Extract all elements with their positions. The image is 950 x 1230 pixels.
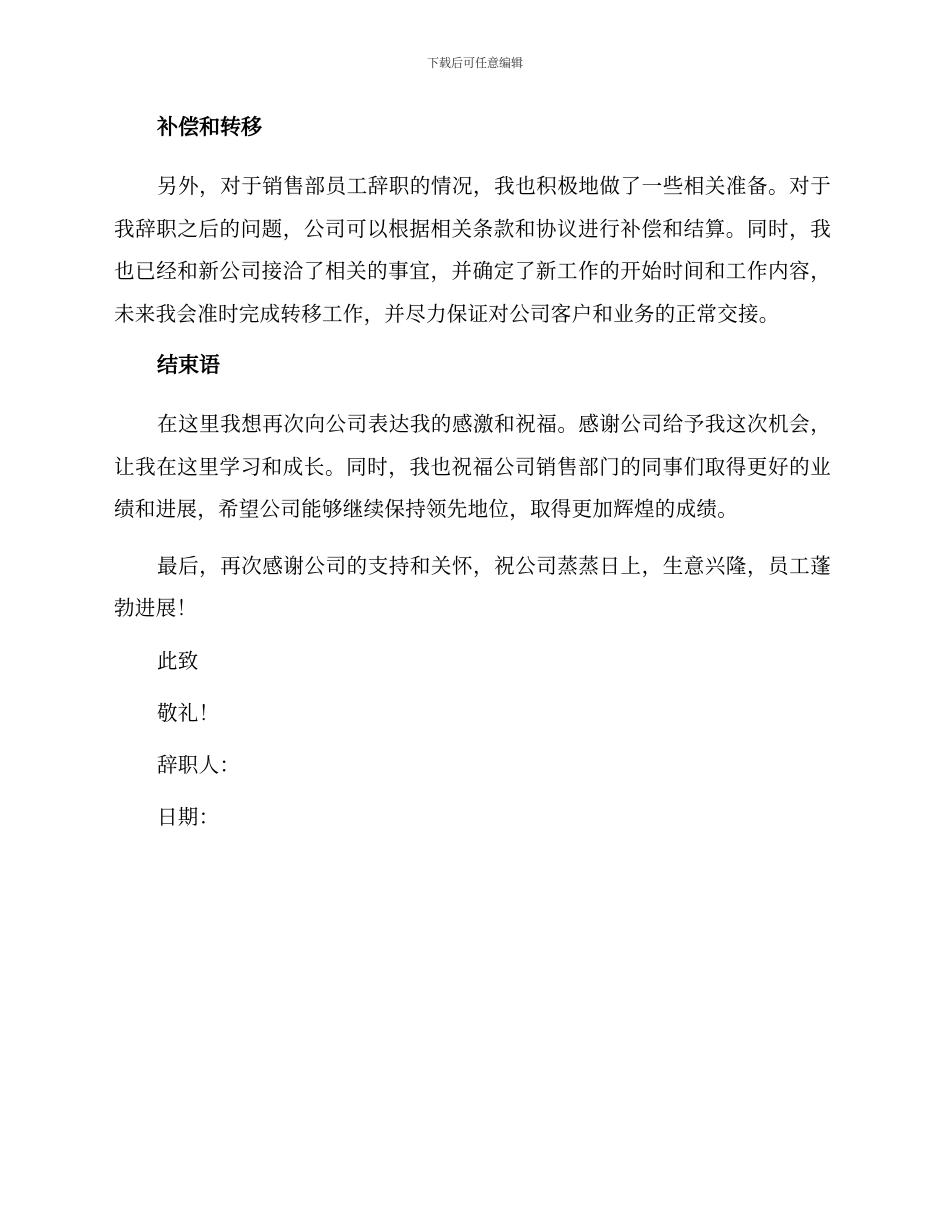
closing-paragraph-1: 在这里我想再次向公司表达我的感激和祝福。感谢公司给予我这次机会，让我在这里学习和成长。同时，我也祝福公司销售部门的同事们取得更好的业绩和进展，希望公司能够继续保持领先地位，取得更加辉煌的成绩。 bbox=[114, 412, 831, 521]
header-note: 下载后可任意编辑 bbox=[426, 56, 523, 70]
section-heading-closing: 结束语 bbox=[157, 353, 220, 377]
resigner-label: 辞职人： bbox=[157, 752, 241, 777]
compensation-paragraph: 另外，对于销售部员工辞职的情况，我也积极地做了一些相关准备。对于我辞职之后的问题，公司可以根据相关条款和协议进行补偿和结算。同时，我也已经和新公司接洽了相关的事宜，并确定了新工作的开始时间和工作内容，未来我会准时完成转移工作，并尽力保证对公司客户和业务的正常交接。 bbox=[114, 174, 831, 326]
date-label: 日期： bbox=[157, 804, 220, 829]
document-body bbox=[114, 111, 831, 852]
section-heading-compensation: 补偿和转移 bbox=[157, 115, 262, 139]
closing-paragraph-2: 最后，再次感谢公司的支持和关怀，祝公司蒸蒸日上，生意兴隆，员工蓬勃进展！ bbox=[114, 553, 831, 620]
salutation-ci-zhi: 此致 bbox=[157, 648, 199, 673]
salutation-jing-li: 敬礼！ bbox=[157, 700, 220, 725]
